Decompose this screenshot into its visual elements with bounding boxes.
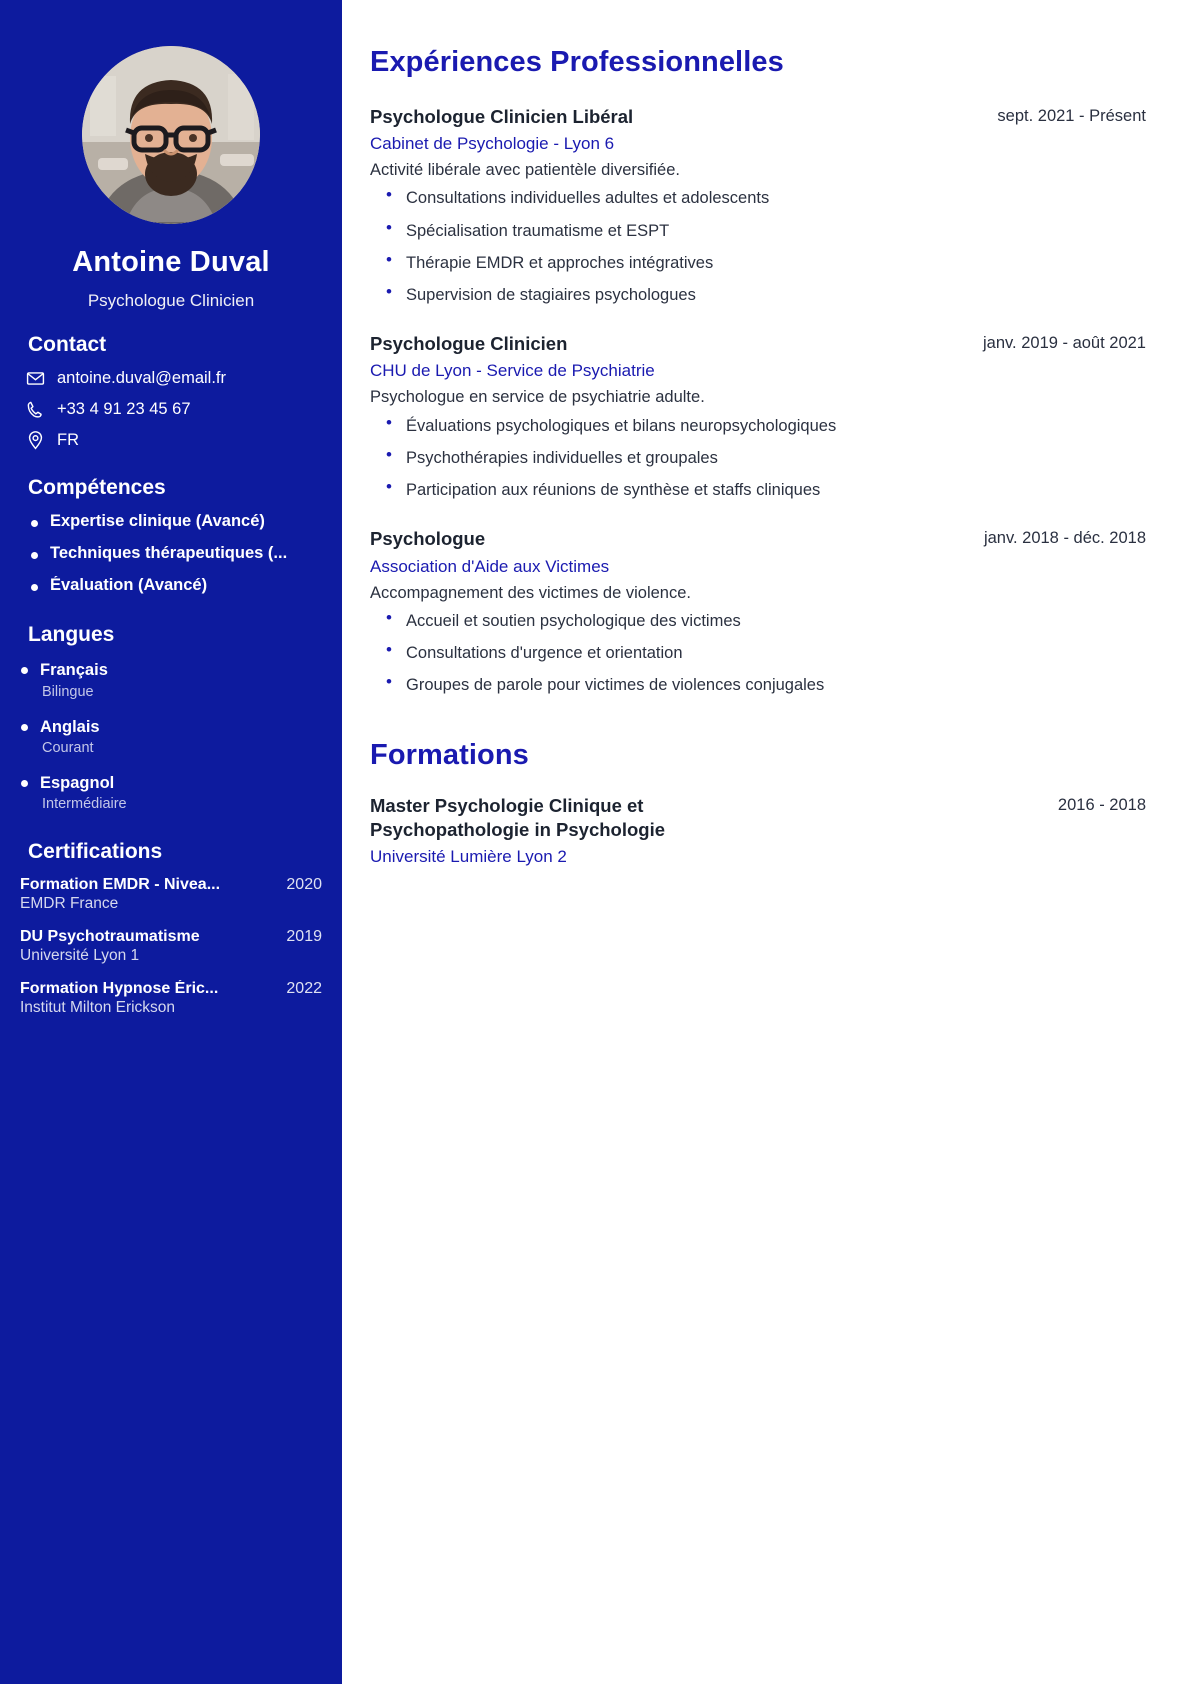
- person-job-title: Psychologue Clinicien: [87, 291, 255, 310]
- certification-row: [20, 980, 322, 998]
- experience-header: [370, 332, 1146, 356]
- language-name: Anglais: [40, 717, 100, 736]
- certification-year: 2019: [286, 928, 322, 946]
- contact-phone-value: +33 4 91 23 45 67: [57, 399, 191, 418]
- experience-bullet: • Thérapie EMDR et approches intégratives: [386, 252, 1146, 274]
- contact-item-email[interactable]: [26, 369, 324, 389]
- contact-item-phone[interactable]: [26, 400, 324, 420]
- contact-section: [18, 333, 324, 450]
- certification-row: [20, 928, 322, 946]
- experience-bullets: [370, 610, 1146, 697]
- certifications-heading: Certifications: [28, 840, 163, 864]
- skill-item: Expertise clinique (Avancé): [28, 512, 324, 531]
- skill-item: Évaluation (Avancé): [28, 576, 324, 595]
- main-content: [342, 0, 1190, 1684]
- certification-issuer: Université Lyon 1: [20, 947, 140, 965]
- experience-entry: [370, 332, 1146, 501]
- certifications-section: [18, 840, 324, 1017]
- phone-icon: [26, 400, 45, 419]
- experience-role: Psychologue: [370, 528, 486, 550]
- experience-date: janv. 2019 - août 2021: [983, 334, 1146, 353]
- skills-heading: Compétences: [28, 476, 166, 500]
- education-institution: Université Lumière Lyon 2: [370, 846, 567, 866]
- experience-entry: [370, 105, 1146, 306]
- experience-bullet: • Psychothérapies individuelles et groupales: [386, 447, 1146, 469]
- certification-year: 2022: [286, 980, 322, 998]
- language-item: [18, 716, 324, 756]
- experience-bullets: [370, 187, 1146, 306]
- experience-bullet: • Consultations individuelles adultes et adolescents: [386, 187, 1146, 209]
- certification-issuer: Institut Milton Erickson: [20, 999, 176, 1017]
- language-name: Français: [40, 661, 108, 680]
- experience-bullet: • Consultations d'urgence et orientation: [386, 642, 1146, 664]
- experience-entry: [370, 527, 1146, 696]
- person-name: Antoine Duval: [72, 246, 270, 278]
- experience-bullet: • Supervision de stagiaires psychologues: [386, 284, 1146, 306]
- certification-name: Formation Hypnose Éric...: [20, 980, 219, 998]
- certifications-list: [18, 876, 324, 1017]
- certification-row: [20, 876, 322, 894]
- experience-bullet: • Spécialisation traumatisme et ESPT: [386, 220, 1146, 242]
- certification-issuer: EMDR France: [20, 895, 119, 913]
- skill-item: Techniques thérapeutiques (...: [28, 544, 324, 563]
- language-item: [18, 659, 324, 699]
- experience-header: [370, 527, 1146, 551]
- certification-item: [20, 928, 322, 965]
- avatar-container: [18, 0, 324, 224]
- education-entry: [370, 794, 1146, 867]
- education-date: 2016 - 2018: [1057, 795, 1146, 814]
- experience-date: janv. 2018 - déc. 2018: [983, 529, 1146, 548]
- languages-list: [18, 659, 324, 812]
- experience-organization: CHU de Lyon - Service de Psychiatrie: [370, 361, 655, 381]
- experience-date: sept. 2021 - Présent: [997, 107, 1146, 125]
- experience-summary: Accompagnement des victimes de violence.: [370, 583, 691, 602]
- certification-item: [20, 980, 322, 1017]
- certification-item: [20, 876, 322, 913]
- experience-summary: Psychologue en service de psychiatrie adulte.: [370, 388, 705, 407]
- language-name: Espagnol: [40, 773, 115, 792]
- education-header: [370, 794, 1146, 842]
- education-title: [370, 794, 665, 842]
- experience-role: Psychologue Clinicien: [370, 333, 568, 355]
- language-item: [18, 772, 324, 812]
- contact-location-value: FR: [57, 430, 79, 449]
- experience-bullet: • Participation aux réunions de synthèse et staffs cliniques: [386, 479, 1146, 501]
- location-pin-icon: [26, 431, 45, 450]
- experience-section-heading: Expériences Professionnelles: [370, 46, 784, 78]
- experience-bullets: [370, 415, 1146, 502]
- contact-heading: Contact: [28, 333, 107, 356]
- contact-email-value: antoine.duval@email.fr: [57, 369, 227, 387]
- certification-name: DU Psychotraumatisme: [20, 928, 200, 946]
- language-level: Intermédiaire: [42, 796, 127, 813]
- languages-heading: Langues: [28, 623, 115, 647]
- experience-organization: Cabinet de Psychologie - Lyon 6: [370, 134, 615, 154]
- experience-organization: Association d'Aide aux Victimes: [370, 556, 610, 576]
- experience-role: Psychologue Clinicien Libéral: [370, 106, 634, 127]
- contact-item-location[interactable]: [26, 431, 324, 451]
- skills-list: [18, 512, 324, 595]
- contact-list: [18, 369, 324, 450]
- experience-bullet: • Accueil et soutien psychologique des victimes: [386, 610, 1146, 632]
- experience-summary: Activité libérale avec patientèle diversifiée.: [370, 161, 680, 180]
- experience-header: [370, 105, 1146, 129]
- language-level: Courant: [42, 739, 94, 756]
- education-title-line-2: Psychopathologie in Psychologie: [370, 818, 666, 840]
- certification-name: Formation EMDR - Nivea...: [20, 876, 221, 894]
- skills-section: [18, 476, 324, 595]
- education-title-line-1: Master Psychologie Clinique et: [370, 794, 644, 816]
- languages-section: [18, 623, 324, 812]
- avatar: [82, 46, 260, 224]
- certification-year: 2020: [286, 876, 322, 894]
- experience-bullet: • Évaluations psychologiques et bilans neuropsychologiques: [386, 415, 1146, 437]
- experience-bullet: • Groupes de parole pour victimes de violences conjugales: [386, 674, 1146, 696]
- envelope-icon: [26, 369, 45, 388]
- sidebar: [0, 0, 342, 1684]
- education-section-heading: Formations: [370, 738, 529, 771]
- language-level: Bilingue: [42, 683, 94, 700]
- profile-photo-icon: [82, 46, 260, 224]
